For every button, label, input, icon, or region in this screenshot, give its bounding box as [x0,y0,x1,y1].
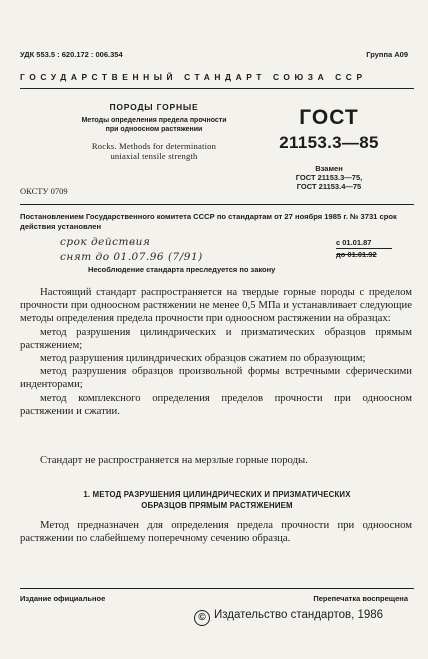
subtitle-line: Методы определения предела прочности [81,117,227,124]
official-edition-label: Издание официальное [20,594,106,603]
paragraph: Метод предназначен для определения предела прочности при одноосном растяжении по слабейшему поперечному сечению образца. [20,519,412,545]
header-rule [20,88,414,89]
paragraph: Настоящий стандарт распространяется на твердые горные породы с пределом прочности при одноосном растяжении не менее 0,5 МПа и устанавливает следующие методы определения предела прочности при одноосном растяжении на образцах: [20,286,412,325]
publisher-line [194,609,383,626]
paragraph: метод разрушения цилиндрических образцов сжатием по образующим; [40,352,366,365]
standard-title: ПОРОДЫ ГОРНЫЕ [109,102,199,112]
section-heading [40,489,394,511]
paragraph: метод разрушения образцов произвольной формы встречными сферическими инденторами; [20,365,412,391]
paragraph: Стандарт не распространяется на мерзлые горные породы. [40,454,308,466]
subtitle-line: при одноосном растяжении [105,126,203,133]
paragraph: метод комплексного определения пределов прочности при одноосном растяжении и сжатии. [20,391,412,417]
compliance-notice: Несоблюдение стандарта преследуется по закону [88,265,276,274]
resolution-text: Постановлением Государственного комитета СССР по стандартам от 27 ноября 1985 г. № 3731 срок действия установлен [20,212,397,231]
section-heading-line: ОБРАЗЦОВ ПРЯМЫМ РАСТЯЖЕНИЕМ [141,501,293,510]
replaces-label: Взамен [315,164,343,173]
valid-from-date: с 01.01.87 [336,238,372,247]
standard-subtitle [68,116,240,134]
okstu-rule [20,204,414,205]
gost-label: ГОСТ [299,106,359,129]
replaces-block [254,164,404,191]
footer-rule [20,588,414,589]
handwritten-note-line: снят до 01.07.96 (7/91) [60,251,203,263]
section-text [20,519,412,545]
english-title-line: uniaxial tensile strength [110,151,198,161]
paragraph: метод разрушения цилиндрических и призматических образцов прямым растяжением; [20,325,412,351]
okstu-code: ОКСТУ 0709 [20,186,68,196]
replaces-line: ГОСТ 21153.4—75 [296,182,362,191]
publisher-name: Издательство стандартов, 1986 [214,609,384,621]
valid-to-date: до 01.01.92 [336,250,377,259]
english-title [68,141,240,161]
replaces-line: ГОСТ 21153.3—75, [295,173,363,182]
intro-text [20,286,412,418]
copyright-icon: © [194,610,210,626]
gost-number: 21153.3—85 [279,133,379,152]
scope-note [20,454,412,467]
section-heading-line: 1. МЕТОД РАЗРУШЕНИЯ ЦИЛИНДРИЧЕСКИХ И ПРИЗМАТИЧЕСКИХ [83,490,351,499]
date-rule [336,248,392,249]
reprint-forbidden-label: Перепечатка воспрещена [313,594,408,603]
state-standard-banner: ГОСУДАРСТВЕННЫЙ СТАНДАРТ СОЮЗА ССР [20,72,367,82]
udk-code: УДК 553.5 : 620.172 : 006.354 [20,50,123,59]
group-code: Группа А09 [366,50,408,59]
english-title-line: Rocks. Methods for determination [91,141,217,151]
handwritten-note-line: срок действия [60,236,151,248]
